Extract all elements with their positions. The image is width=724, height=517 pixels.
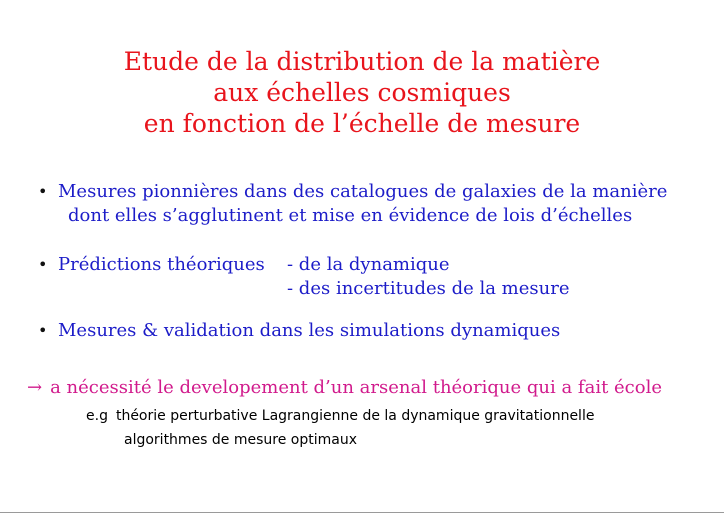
title-line-3: en fonction de l’échelle de mesure [143, 109, 581, 138]
example-item-1: théorie perturbative Lagrangienne de la dynamique gravitationnelle [115, 408, 595, 424]
conclusion-line [27, 376, 662, 400]
bullet-2-label: Prédictions théoriques [58, 254, 265, 275]
example-line-2 [124, 430, 357, 450]
right-arrow-icon: → [27, 377, 43, 398]
bullet-1-line-1: Mesures pionnières dans des catalogues de galaxies de la manière [58, 181, 668, 202]
bottom-divider [0, 512, 724, 513]
bullet-dot-icon: • [38, 321, 48, 340]
bullet-1-line-2: dont elles s’agglutinent et mise en évidence de lois d’échelles [68, 205, 633, 226]
title-line-2: aux échelles cosmiques [213, 78, 511, 107]
title-line-1: Etude de la distribution de la matière [123, 47, 601, 76]
example-label: e.g [86, 408, 108, 424]
example-line-1 [86, 406, 594, 426]
bullet-2-sub-1: - de la dynamique [287, 254, 450, 275]
bullet-dot-icon: • [38, 255, 48, 274]
bullet-dot-icon: • [38, 182, 48, 201]
bullet-2-sub-2: - des incertitudes de la mesure [287, 278, 570, 299]
conclusion-text: a nécessité le developement d’un arsenal théorique qui a fait école [50, 377, 663, 398]
example-item-2: algorithmes de mesure optimaux [124, 432, 358, 448]
slide-title [0, 46, 724, 139]
bullet-3-line-1: Mesures & validation dans les simulations dynamiques [58, 320, 561, 341]
